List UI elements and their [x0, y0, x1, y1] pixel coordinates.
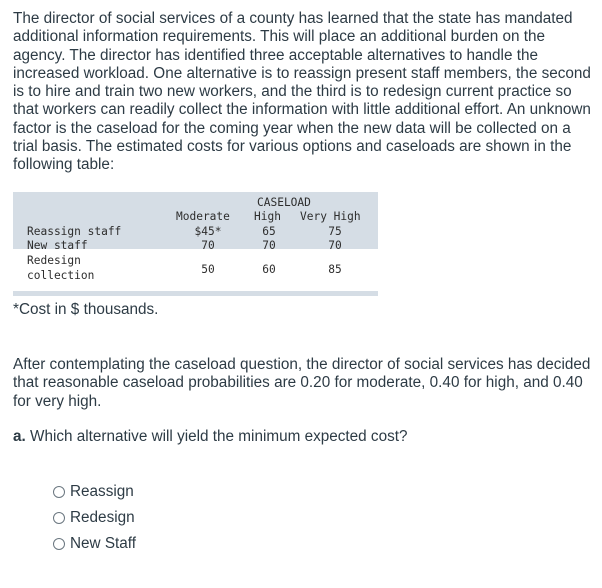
cell-redesign-high: 60 — [262, 263, 276, 276]
cost-footnote: *Cost in $ thousands. — [13, 301, 159, 318]
cell-reassign-very-high: 75 — [328, 225, 342, 238]
option-label: New Staff — [70, 535, 137, 552]
option-redesign[interactable] — [53, 505, 136, 531]
caseload-header: CASELOAD — [257, 196, 311, 209]
question-label: a. — [13, 428, 26, 445]
table-bottom-rule — [13, 291, 378, 296]
cost-table — [13, 192, 378, 296]
row-label-redesign-line2: collection — [27, 269, 95, 282]
problem-intro: The director of social services of a county has learned that the state has mandated additional information requirements. This will place an additional burden on the agency. The director has identified three acceptable alternatives to handle the increased workload. One alternative is to reassign present staff members, the second is to hire and train two new workers, and the third is to redesign current practice so that workers can readily collect the information with little additional effort. An unknown factor is the caseload for the coming year when the new data will be collected on a trial basis. The estimated costs for various options and caseloads are shown in the following table: — [13, 10, 591, 174]
question-text: Which alternative will yield the minimum expected cost? — [30, 428, 408, 445]
cell-redesign-very-high: 85 — [328, 263, 342, 276]
option-reassign[interactable] — [53, 479, 136, 505]
option-new-staff[interactable] — [53, 531, 136, 557]
option-label: Redesign — [70, 509, 135, 526]
option-label: Reassign — [70, 483, 134, 500]
row-label-redesign: Redesign — [27, 254, 81, 267]
question-a — [13, 428, 408, 446]
cell-reassign-high: 65 — [262, 225, 276, 238]
row-label-reassign: Reassign staff — [27, 225, 122, 238]
radio-circle-icon[interactable] — [53, 512, 65, 524]
radio-circle-icon[interactable] — [53, 538, 65, 550]
row-label-new-staff: New staff — [27, 239, 88, 252]
cell-newstaff-moderate: 70 — [201, 239, 215, 252]
column-header-moderate: Moderate — [176, 210, 230, 223]
column-header-high: High — [254, 210, 281, 223]
cell-newstaff-very-high: 70 — [328, 239, 342, 252]
column-header-very-high: Very High — [300, 210, 361, 223]
answer-options — [53, 479, 136, 557]
radio-circle-icon[interactable] — [53, 486, 65, 498]
cell-redesign-moderate: 50 — [201, 263, 215, 276]
probability-paragraph: After contemplating the caseload question, the director of social services has decided that reasonable caseload probabilities are 0.20 for moderate, 0.40 for high, and 0.40 for very high. — [13, 356, 591, 410]
cell-newstaff-high: 70 — [262, 239, 276, 252]
cell-reassign-moderate: $45* — [194, 225, 222, 238]
